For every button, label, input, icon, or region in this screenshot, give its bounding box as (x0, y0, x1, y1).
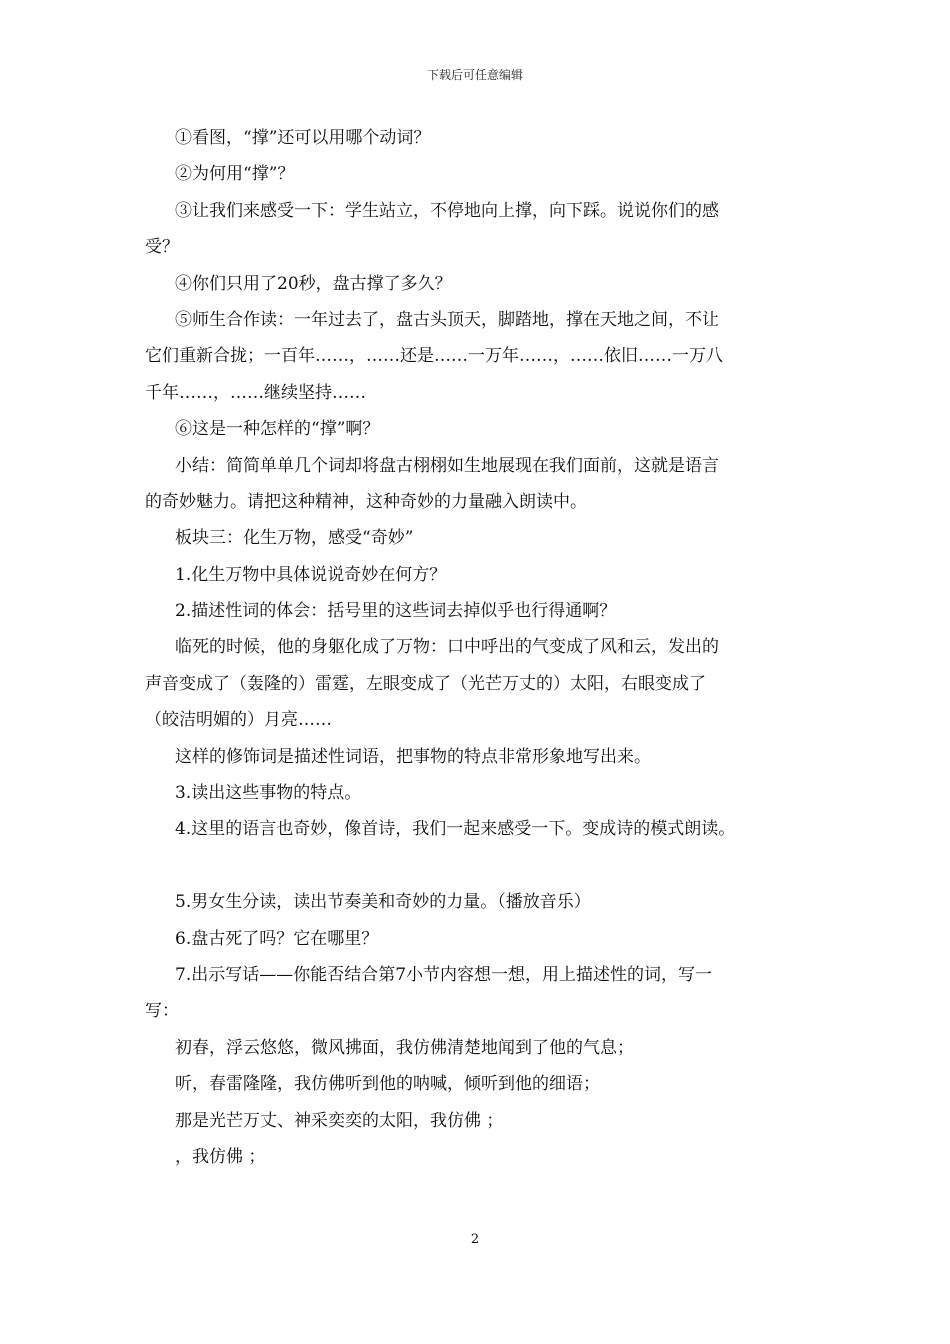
paragraph-line: 那是光芒万丈、神采奕奕的太阳，我仿佛 ； (175, 1110, 504, 1131)
paragraph-line: 受？ (145, 237, 179, 258)
paragraph-line: 的奇妙魅力。请把这种精神，这种奇妙的力量融入朗读中。 (145, 491, 587, 512)
paragraph-line: 写： (145, 1001, 179, 1022)
paragraph-line: ②为何用“撑”？ (175, 164, 295, 185)
paragraph-line: 4.这里的语言也奇妙，像首诗，我们一起来感受一下。变成诗的模式朗读。 (175, 819, 736, 840)
section-heading: 板块三：化生万物，感受“奇妙” (175, 528, 414, 549)
paragraph-line: 这样的修饰词是描述性词语，把事物的特点非常形象地写出来。 (175, 746, 651, 767)
page-header-note: 下载后可任意编辑 (426, 68, 523, 82)
paragraph-line: ⑥这是一种怎样的“撑”啊？ (175, 419, 380, 440)
document-body (145, 120, 825, 1175)
paragraph-line: ⑤师生合作读：一年过去了，盘古头顶天，脚踏地，撑在天地之间，不让 (175, 309, 719, 330)
paragraph-line: ④你们只用了20秒，盘古撑了多久？ (175, 273, 452, 294)
paragraph-line: 临死的时候，他的身躯化成了万物：口中呼出的气变成了风和云，发出的 (175, 637, 719, 658)
paragraph-line: 3.读出这些事物的特点。 (175, 783, 362, 804)
paragraph-line: （皎洁明媚的）月亮…… (145, 710, 332, 731)
paragraph-line: 听，春雷隆隆，我仿佛听到他的呐喊，倾听到他的细语； (175, 1074, 600, 1095)
paragraph-line: ③让我们来感受一下：学生站立，不停地向上撑，向下踩。说说你们的感 (175, 200, 719, 221)
paragraph-line: 6.盘古死了吗？它在哪里？ (175, 928, 379, 949)
blank-line (145, 848, 825, 884)
paragraph-line: 小结：简简单单几个词却将盘古栩栩如生地展现在我们面前，这就是语言 (175, 455, 719, 476)
paragraph-line: 7.出示写话——你能否结合第7小节内容想一想，用上描述性的词，写一 (175, 964, 713, 985)
paragraph-line: 初春，浮云悠悠，微风拂面，我仿佛清楚地闻到了他的气息； (175, 1037, 634, 1058)
paragraph-line: ①看图，“撑”还可以用哪个动词？ (175, 128, 431, 148)
paragraph-line: 它们重新合拢；一百年……，……还是……一万年……，……依旧……一万八 (145, 346, 723, 367)
paragraph-line: 2.描述性词的体会：括号里的这些词去掉似乎也行得通啊？ (175, 601, 617, 622)
paragraph-line: 千年……，……继续坚持…… (145, 382, 366, 403)
paragraph-line: 声音变成了（轰隆的）雷霆，左眼变成了（光芒万丈的）太阳，右眼变成了 (145, 673, 706, 694)
paragraph-line: 1.化生万物中具体说说奇妙在何方？ (175, 564, 447, 585)
paragraph-line: 5.男女生分读，读出节奏美和奇妙的力量。（播放音乐） (175, 892, 591, 913)
page-number: 2 (470, 1232, 480, 1247)
paragraph-line: ，我仿佛 ； (175, 1146, 266, 1167)
